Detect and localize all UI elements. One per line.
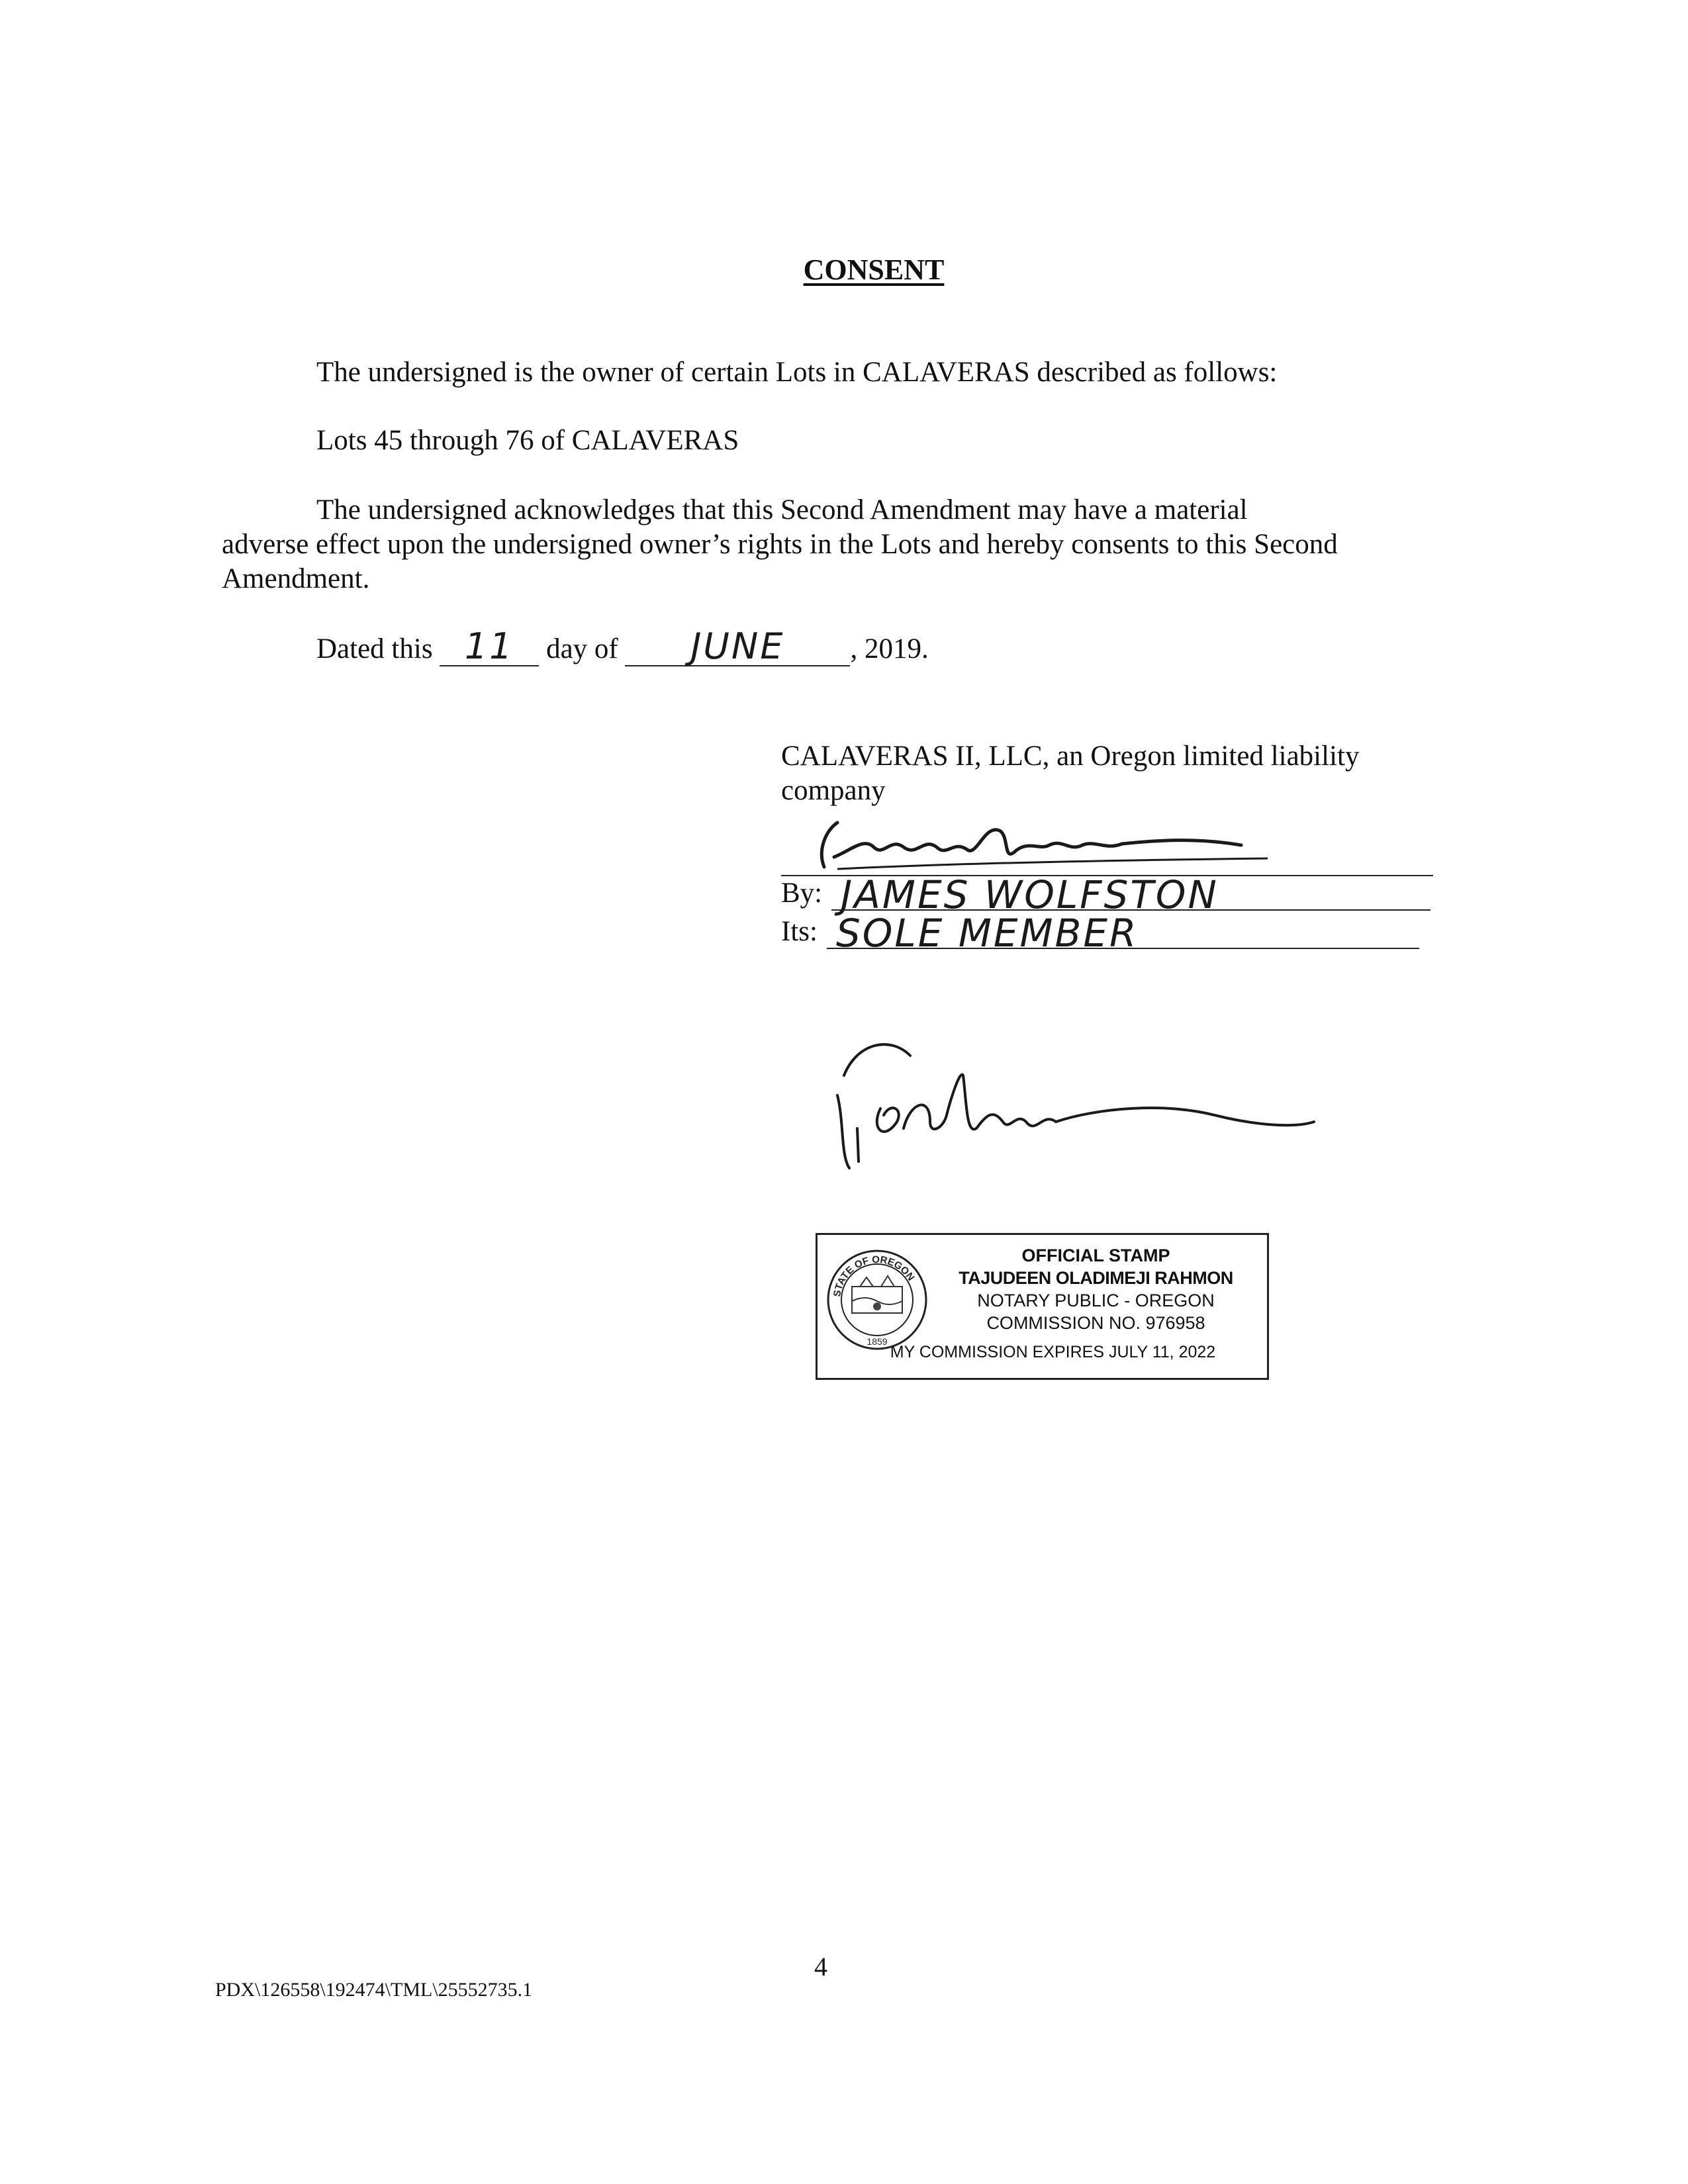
document-id: PDX\126558\192474\TML\25552735.1 (215, 1979, 533, 2001)
acknowledgment-continuation: adverse effect upon the undersigned owner’s rights in the Lots and hereby consents to this Second Amendment. (222, 529, 1338, 594)
month-field[interactable] (625, 625, 850, 667)
by-handwritten: JAMES WOLFSTON (841, 872, 1219, 917)
by-label: By: (781, 878, 823, 909)
document-title: CONSENT (803, 253, 945, 286)
state-seal-icon (825, 1248, 929, 1351)
by-row (781, 872, 1430, 917)
page-number: 4 (814, 1952, 827, 1981)
svg-text:STATE OF OREGON (831, 1254, 917, 1298)
commission-number: COMMISSION NO. 976958 (986, 1313, 1205, 1333)
notary-signature-icon (818, 1029, 1321, 1181)
seal-text: STATE OF OREGON (831, 1253, 917, 1298)
dated-suffix: , 2019. (850, 633, 929, 664)
lots-description: Lots 45 through 76 of CALAVERAS (316, 425, 739, 456)
stamp-title: OFFICIAL STAMP (1021, 1246, 1170, 1265)
month-handwritten: JUNE (690, 625, 785, 667)
intro-paragraph: The undersigned is the owner of certain Lots in CALAVERAS described as follows: (316, 357, 1278, 388)
acknowledgment-first-line: The undersigned acknowledges that this Second Amendment may have a material (316, 494, 1248, 525)
its-row (781, 911, 1419, 956)
its-handwritten: SOLE MEMBER (835, 911, 1139, 956)
by-field[interactable] (831, 872, 1430, 917)
day-field[interactable] (440, 625, 539, 667)
commission-expiry: MY COMMISSION EXPIRES JULY 11, 2022 (890, 1343, 1216, 1361)
notary-stamp (816, 1233, 1269, 1380)
dated-prefix: Dated this (316, 633, 433, 664)
notary-name: TAJUDEEN OLADIMEJI RAHMON (959, 1268, 1233, 1288)
notary-role: NOTARY PUBLIC - OREGON (977, 1291, 1215, 1310)
dated-line (316, 625, 929, 667)
day-handwritten: 11 (464, 625, 514, 667)
seal-year: 1859 (867, 1336, 888, 1347)
member-signature-icon (811, 811, 1274, 877)
its-field[interactable] (827, 911, 1419, 956)
dated-middle: day of (546, 633, 618, 664)
company-name: CALAVERAS II, LLC, an Oregon limited liability company (781, 741, 1360, 806)
its-label: Its: (781, 916, 818, 947)
